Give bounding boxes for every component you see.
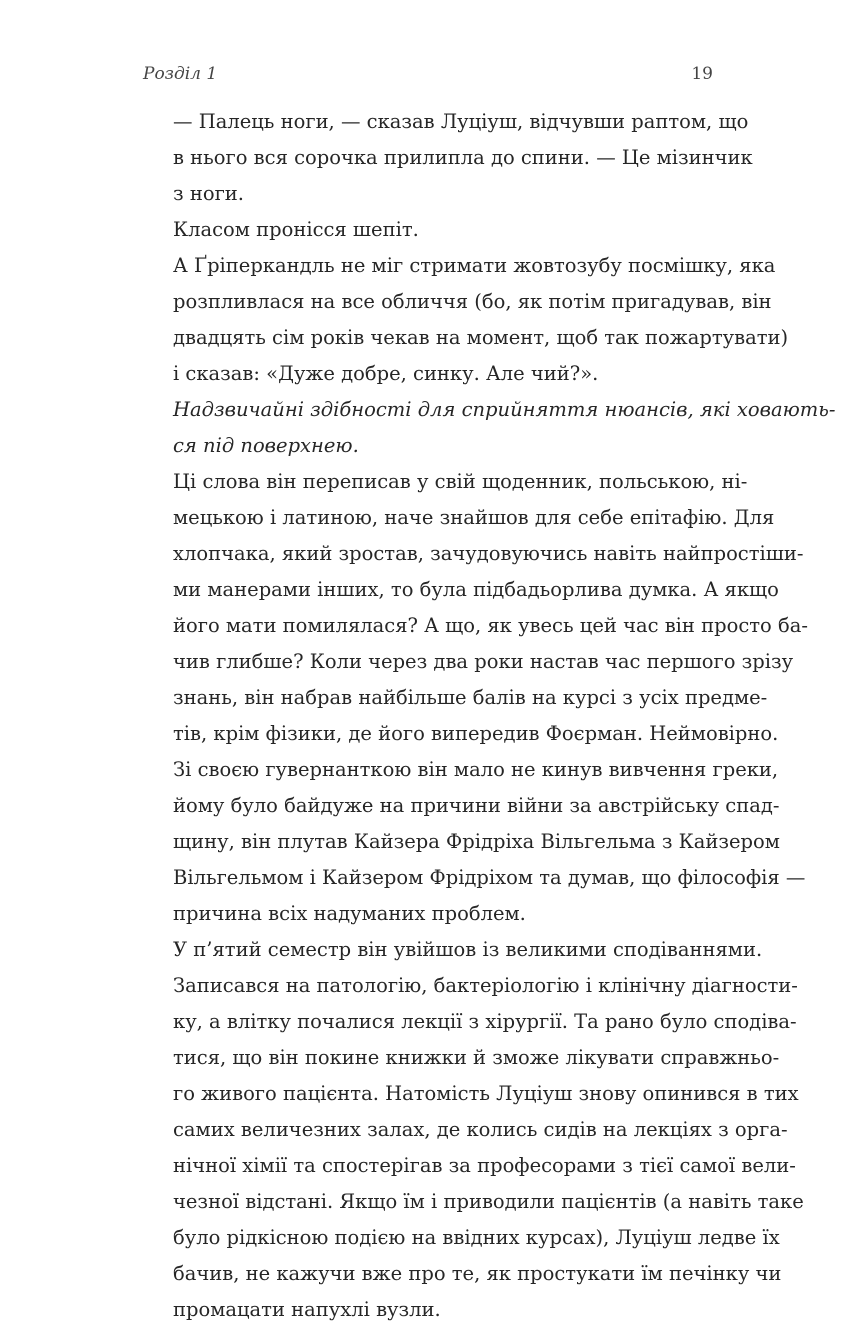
- text-line: Зі своєю гувернанткою він мало не кинув вивчення греки,: [173, 758, 779, 781]
- paragraph: [143, 212, 713, 248]
- text-line: чезної відстані. Якщо їм і приводили пацієнтів (а навіть таке: [173, 1190, 804, 1213]
- text-line: двадцять сім років чекав на момент, щоб так пожартувати): [173, 326, 789, 349]
- paragraph: [143, 248, 789, 392]
- text-line: Вільгельмом і Кайзером Фрідріхом та думав, що філософія —: [173, 866, 806, 889]
- text-line: У п’ятий семестр він увійшов із великими сподіваннями.: [173, 938, 763, 961]
- text-line: А Ґріперкандль не міг стримати жовтозубу посмішку, яка: [173, 254, 776, 277]
- text-line: Класом пронісся шепіт.: [173, 218, 419, 241]
- paragraph: [143, 932, 804, 1328]
- text-line: Записався на патологію, бактеріологію і клінічну діагности-: [173, 974, 798, 997]
- text-line: Ці слова він переписав у свій щоденник, польською, ні-: [173, 470, 748, 493]
- text-line: — Палець ноги, — сказав Луціуш, відчувши раптом, що: [173, 110, 749, 133]
- text-line: самих величезних залах, де колись сидів на лекціях з орга-: [173, 1118, 788, 1141]
- text-line: ся під поверхнею.: [173, 434, 359, 457]
- paragraph: [143, 392, 836, 464]
- text-line: щину, він плутав Кайзера Фрідріха Вільгельма з Кайзером: [173, 830, 780, 853]
- paragraph: [143, 104, 753, 212]
- text-line: го живого пацієнта. Натомість Луціуш знову опинився в тих: [173, 1082, 799, 1105]
- text-line: в нього вся сорочка прилипла до спини. — Це мізинчик: [173, 146, 753, 169]
- text-line: тися, що він покине книжки й зможе лікувати справжньо-: [173, 1046, 780, 1069]
- text-line: було рідкісною подією на ввідних курсах), Луціуш ледве їх: [173, 1226, 780, 1249]
- paragraph: [143, 464, 808, 932]
- text-line: ми манерами інших, то була підбадьорлива думка. А якщо: [173, 578, 779, 601]
- text-line: розпливлася на все обличчя (бо, як потім пригадував, він: [173, 290, 772, 313]
- text-line: чив глибше? Коли через два роки настав час першого зрізу: [173, 650, 794, 673]
- text-line: ку, а влітку почалися лекції з хірургії. Та рано було сподіва-: [173, 1010, 797, 1033]
- text-line: знань, він набрав найбільше балів на курсі з усіх предме-: [173, 686, 768, 709]
- text-line: причина всіх надуманих проблем.: [173, 902, 526, 925]
- text-line: і сказав: «Дуже добре, синку. Але чий?».: [173, 362, 599, 385]
- body-text: [143, 104, 836, 1328]
- text-line: мецькою і латиною, наче знайшов для себе епітафію. Для: [173, 506, 775, 529]
- text-line: Надзвичайні здібності для сприйняття нюансів, які ховають-: [173, 398, 836, 421]
- text-line: тів, крім фізики, де його випередив Фоєрман. Неймовірно.: [173, 722, 779, 745]
- text-line: хлопчака, який зростав, зачудовуючись навіть найпростіши-: [173, 542, 804, 565]
- text-line: промацати напухлі вузли.: [173, 1298, 441, 1321]
- text-line: з ноги.: [173, 182, 244, 205]
- page-number: 19: [691, 64, 713, 84]
- text-line: нічної хімії та спостерігав за професорами з тієї самої вели-: [173, 1154, 796, 1177]
- text-line: бачив, не кажучи вже про те, як простукати їм печінку чи: [173, 1262, 782, 1285]
- chapter-title: Розділ 1: [143, 64, 218, 84]
- text-line: йому було байдуже на причини війни за австрійську спад-: [173, 794, 780, 817]
- text-line: його мати помилялася? А що, як увесь цей час він просто ба-: [173, 614, 808, 637]
